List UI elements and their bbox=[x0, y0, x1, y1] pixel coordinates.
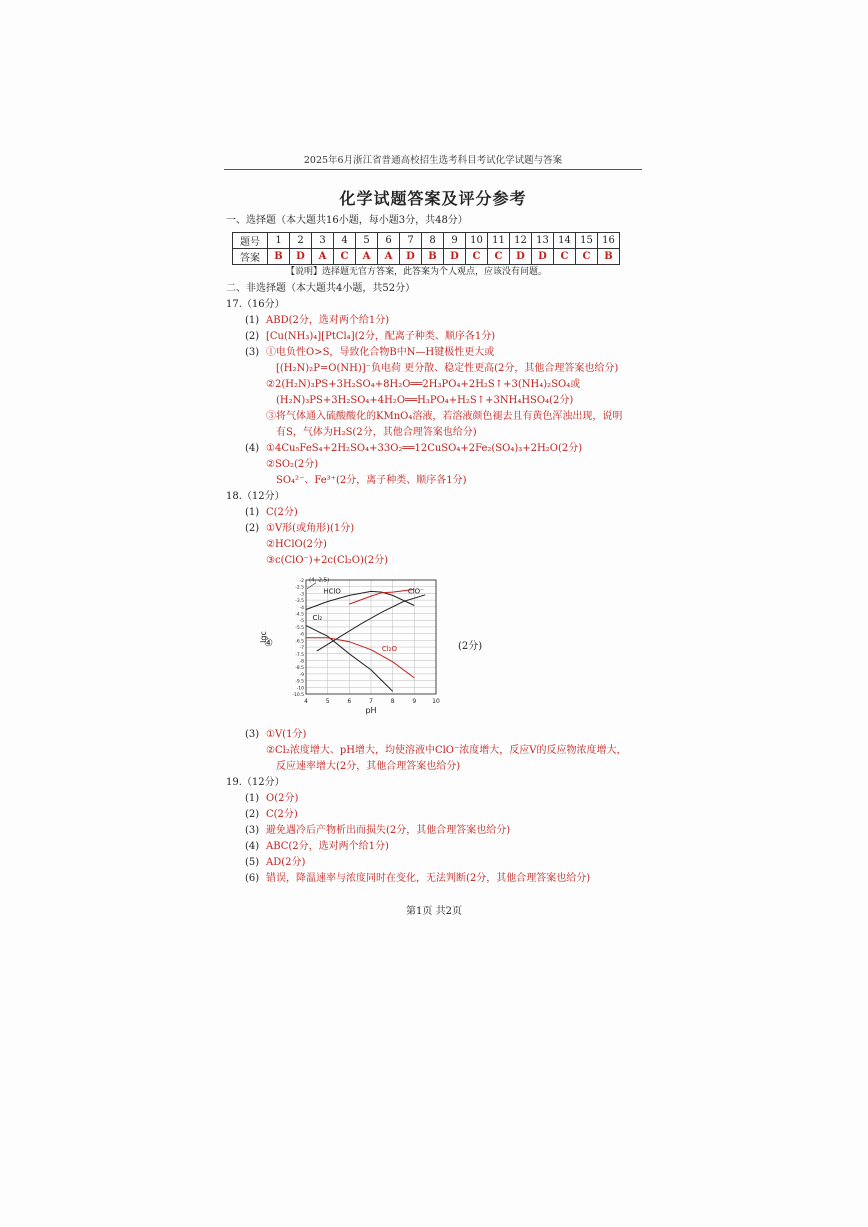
q17-answer-3a-cont: [(H₂N)₂P=O(NH)]⁻负电荷 更分散、稳定性更高(2分，其他合理答案也给分) bbox=[276, 363, 619, 374]
y-tick-label: -6.5 bbox=[295, 639, 304, 645]
q19-answer: ABC(2分，选对两个给1分) bbox=[266, 841, 389, 852]
row-label-question: 题号 bbox=[233, 233, 268, 249]
q18-part-number: (2) bbox=[245, 523, 260, 534]
question-number: 7 bbox=[400, 233, 422, 249]
question-number: 4 bbox=[334, 233, 356, 249]
q18-answer-3b: ②Cl₂浓度增大、pH增大，均使溶液中ClO⁻浓度增大，反应V的反应物浓度增大， bbox=[266, 745, 627, 756]
answer-cell: C bbox=[466, 249, 488, 265]
q18-answer-3a: ①V(1分) bbox=[266, 729, 307, 740]
answer-cell: B bbox=[268, 249, 290, 265]
q19-part-number: (3) bbox=[245, 825, 260, 836]
q19-answer: O(2分) bbox=[266, 793, 299, 804]
y-tick-label: -9.5 bbox=[295, 679, 304, 685]
answer-cell: D bbox=[532, 249, 554, 265]
answer-table bbox=[232, 232, 620, 265]
q18-answer-2b: ②HClO(2分) bbox=[266, 539, 327, 550]
answer-cell: A bbox=[378, 249, 400, 265]
answer-cell: A bbox=[356, 249, 378, 265]
q19-answer: 避免遇冷后产物析出而损失(2分，其他合理答案也给分) bbox=[266, 825, 511, 836]
y-tick-label: -5.5 bbox=[295, 625, 304, 631]
y-tick-label: -9 bbox=[299, 672, 304, 678]
x-axis-label: pH bbox=[365, 706, 377, 715]
q19-answer: C(2分) bbox=[266, 809, 298, 820]
section2-heading: 二、非选择题（本大题共4小题，共52分） bbox=[226, 283, 416, 294]
question-number: 11 bbox=[488, 233, 510, 249]
answer-cell: D bbox=[510, 249, 532, 265]
y-tick-label: -8 bbox=[299, 659, 304, 665]
q17-answer-3a: ①电负性O>S，导致化合物B中N—H键极性更大或 bbox=[266, 347, 495, 358]
series-label: Cl₂ bbox=[312, 614, 323, 623]
y-tick-label: -4 bbox=[299, 605, 304, 611]
question-number: 13 bbox=[532, 233, 554, 249]
q17-part-number: (1) bbox=[245, 315, 260, 326]
x-tick-label: 10 bbox=[432, 698, 440, 705]
q17-answer-3c: ③将气体通入硫酸酸化的KMnO₄溶液，若溶液颜色褪去且有黄色浑浊出现，说明 bbox=[266, 411, 623, 422]
answer-cell: C bbox=[576, 249, 598, 265]
y-tick-label: -7 bbox=[299, 646, 304, 652]
x-tick-label: 7 bbox=[369, 698, 373, 705]
q19-part-number: (4) bbox=[245, 841, 260, 852]
question-number: 6 bbox=[378, 233, 400, 249]
q18-heading: 18.（12分） bbox=[226, 491, 285, 502]
x-tick-label: 8 bbox=[390, 698, 395, 705]
answer-cell: C bbox=[554, 249, 576, 265]
q18-answer-1: C(2分) bbox=[266, 507, 298, 518]
q17-answer-3b: ②2(H₂N)₃PS+3H₂SO₄+8H₂O══2H₃PO₄+2H₂S↑+3(NH₄)₂SO₄或 bbox=[266, 379, 581, 390]
q17-heading: 17.（16分） bbox=[226, 299, 285, 310]
q17-answer-2: [Cu(NH₃)₄][PtCl₄](2分，配离子种类、顺序各1分) bbox=[266, 331, 496, 342]
question-number: 9 bbox=[444, 233, 466, 249]
series-label: HClO bbox=[323, 587, 341, 596]
q17-answer-3c-cont: 有S，气体为H₂S(2分，其他合理答案也给分) bbox=[276, 427, 477, 438]
q19-part-number: (5) bbox=[245, 857, 260, 868]
question-number: 10 bbox=[466, 233, 488, 249]
q17-part-number: (4) bbox=[245, 443, 260, 454]
series-line bbox=[306, 638, 414, 678]
q18-answer-2c: ③c(ClO⁻)+2c(Cl₂O)(2分) bbox=[266, 555, 389, 566]
y-tick-label: -7.5 bbox=[295, 652, 304, 658]
y-tick-label: -10.5 bbox=[292, 693, 304, 698]
x-tick-label: 5 bbox=[325, 698, 330, 705]
q19-answer: 错误，降温速率与浓度同时在变化，无法判断(2分，其他合理答案也给分) bbox=[266, 873, 591, 884]
q19-part-number: (1) bbox=[245, 793, 260, 804]
q17-part-number: (2) bbox=[245, 331, 260, 342]
y-tick-label: -2.5 bbox=[295, 585, 304, 591]
x-tick-label: 6 bbox=[347, 698, 352, 705]
q18-answer-2a: ①V形(或角形)(1分) bbox=[266, 523, 355, 534]
question-number-row bbox=[233, 233, 620, 249]
y-tick-label: -3 bbox=[299, 592, 304, 598]
question-number: 12 bbox=[510, 233, 532, 249]
q19-part-number: (2) bbox=[245, 809, 260, 820]
x-tick-label: 4 bbox=[304, 698, 308, 705]
q17-answer-1: ABD(2分，选对两个给1分) bbox=[266, 315, 390, 326]
section1-heading: 一、选择题（本大题共16小题，每小题3分，共48分） bbox=[226, 215, 468, 226]
question-number: 1 bbox=[268, 233, 290, 249]
answer-cell: B bbox=[422, 249, 444, 265]
series-label: ClO⁻ bbox=[407, 587, 424, 596]
y-tick-label: -5 bbox=[299, 619, 304, 625]
answer-note: 【说明】选择题无官方答案，此答案为个人观点，应该没有问题。 bbox=[286, 267, 548, 277]
q17-answer-4c: SO₄²⁻、Fe³⁺(2分，离子种类、顺序各1分) bbox=[276, 475, 467, 486]
answer-cell: C bbox=[334, 249, 356, 265]
q18-answer-3b-cont: 反应速率增大(2分，其他合理答案也给分) bbox=[276, 761, 461, 772]
series-label: Cl₂O bbox=[381, 645, 397, 654]
y-tick-label: -8.5 bbox=[295, 666, 304, 672]
answer-cell: D bbox=[400, 249, 422, 265]
q17-answer-4a: ①4Cu₅FeS₄+2H₂SO₄+33O₂══12CuSO₄+2Fe₂(SO₄)₃+2H₂O(2分) bbox=[266, 443, 583, 454]
page-footer: 第1页 共2页 bbox=[406, 906, 462, 917]
answer-cell: B bbox=[598, 249, 620, 265]
q17-answer-4b: ②SO₂(2分) bbox=[266, 459, 319, 470]
y-tick-label: -6 bbox=[299, 632, 304, 638]
answer-cell: D bbox=[290, 249, 312, 265]
question-number: 14 bbox=[554, 233, 576, 249]
q17-part-number: (3) bbox=[245, 347, 260, 358]
answer-row bbox=[233, 249, 620, 265]
y-tick-label: -3.5 bbox=[295, 599, 304, 605]
row-label-answer: 答案 bbox=[233, 249, 268, 265]
q18-answer-2d-score: (2分) bbox=[458, 641, 483, 652]
question-number: 15 bbox=[576, 233, 598, 249]
q17-answer-3b-cont: (H₂N)₃PS+3H₂SO₄+4H₂O══H₃PO₄+H₂S↑+3NH₄HSO₄(2分) bbox=[276, 395, 574, 406]
q19-part-number: (6) bbox=[245, 873, 260, 884]
answer-cell: A bbox=[312, 249, 334, 265]
question-number: 16 bbox=[598, 233, 620, 249]
page-title: 化学试题答案及评分参考 bbox=[339, 189, 527, 208]
q19-heading: 19.（12分） bbox=[226, 777, 285, 788]
y-tick-label: -2 bbox=[299, 579, 304, 584]
question-number: 2 bbox=[290, 233, 312, 249]
q18-answer-2d-marker: ④ bbox=[264, 638, 273, 649]
question-number: 8 bbox=[422, 233, 444, 249]
y-tick-label: -4.5 bbox=[295, 612, 304, 618]
q18-part-number: (1) bbox=[245, 507, 260, 518]
answer-cell: C bbox=[488, 249, 510, 265]
x-tick-label: 9 bbox=[412, 698, 417, 705]
page-header: 2025年6月浙江省普通高校招生选考科目考试化学试题与答案 bbox=[224, 152, 642, 170]
y-axis-label: lgc bbox=[259, 631, 268, 643]
speciation-chart bbox=[256, 572, 456, 722]
annotation-label: (4,-2.5) bbox=[309, 577, 330, 584]
question-number: 5 bbox=[356, 233, 378, 249]
answer-cell: D bbox=[444, 249, 466, 265]
q18-part-number: (3) bbox=[245, 729, 260, 740]
q19-answer: AD(2分) bbox=[266, 857, 306, 868]
y-tick-label: -10 bbox=[296, 686, 304, 692]
question-number: 3 bbox=[312, 233, 334, 249]
